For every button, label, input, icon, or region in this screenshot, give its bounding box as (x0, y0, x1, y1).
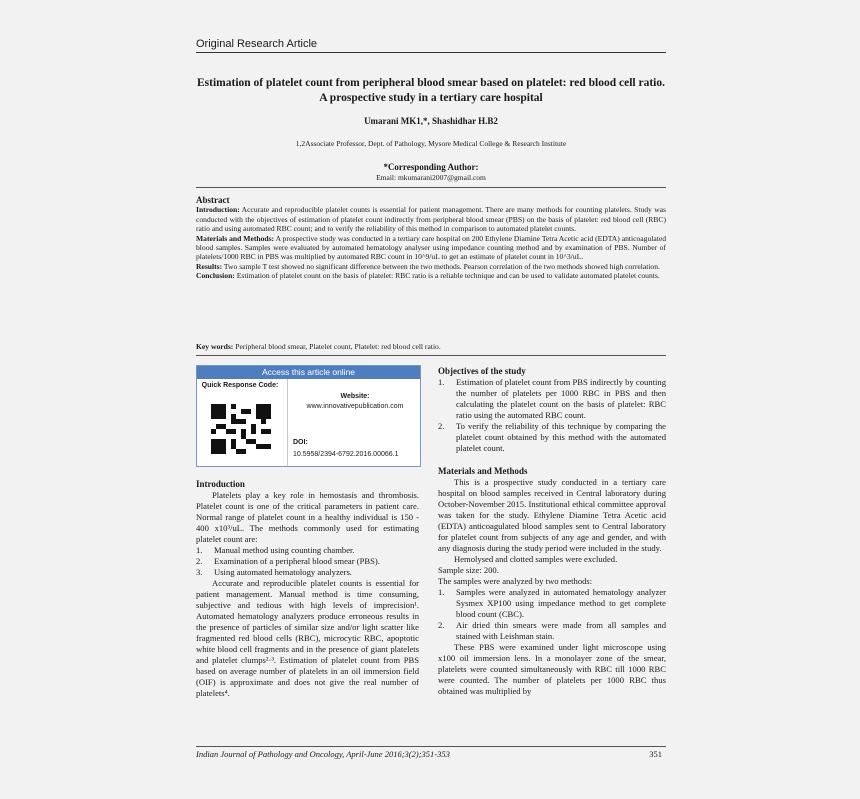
methods-paragraph: This is a prospective study conducted in a tertiary care hospital on blood samples received in Central laboratory during October-November 2015. Institutional ethical committee approval was taken for the study. Ethylene Diamine Tetra Acetic acid (EDTA) anticoagulated blood samples sent to Central laboratory for platelet count from subjects of any age and gender, and with any diagnosis during the study period were included in the study. (438, 477, 666, 553)
qr-code-icon (211, 404, 271, 454)
corresponding-email: Email: mkumarani2007@gmail.com (376, 173, 486, 182)
abstract-methods-text: A prospective study was conducted in a tertiary care hospital on 200 Ethylene Diamine Tetra Acetic acid (EDTA) anticoagulated blood samples. Samples were evaluated by automated hematology analyser using impedance counting method and by examination of PBS. Number of platelets/1000 RBC in PBS was multiplied by automated RBC count in 10^9/uL to get an estimate of platelet count in 10^3/uL. (196, 233, 666, 262)
abstract-methods (196, 234, 666, 262)
doi-label: DOI: (293, 439, 308, 446)
paper-affiliation: 1,2Associate Professor, Dept. of Pathology, Mysore Medical College & Research Institute (295, 139, 567, 148)
list-item: 2. To verify the reliability of this technique by comparing the platelet count obtained by this method with the automated platelet count. (438, 421, 666, 453)
article-page (192, 0, 670, 799)
introduction-heading: Introduction (196, 479, 245, 489)
platelet-methods-list (196, 545, 419, 578)
corresponding-author-label: *Corresponding Author: (383, 162, 479, 172)
abstract-results (196, 262, 666, 271)
abstract-results-text: Two sample T test showed no significant difference between the two methods. Pearson correlation of the two methods showed high correlation. (222, 261, 660, 271)
list-item: 1. Samples were analyzed in automated hematology analyzer Sysmex XP100 using impedance method to get complete blood count (CBC). (438, 587, 666, 619)
methods-paragraph: These PBS were examined under light microscope using x100 oil immersion lens. In a monolayer zone of the smear, platelets were counted simultaneously with RBC till 1000 RBC were counted. The number of platelets per 1000 RBC thus obtained was multiplied by (438, 642, 666, 696)
abstract-top-divider (196, 187, 666, 188)
keywords-label: Key words: (196, 342, 234, 351)
left-column (196, 479, 419, 699)
abstract-introduction (196, 205, 666, 233)
methods-heading: Materials and Methods (438, 466, 528, 476)
list-item: 2. Air dried thin smears were made from all samples and stained with Leishman stain. (438, 620, 666, 641)
paper-title: Estimation of platelet count from peripheral blood smear based on platelet: red blood cell ratio. A prospective study in a tertiary care hospital (197, 77, 665, 104)
abstract-conclusion-label: Conclusion: (196, 271, 235, 281)
objectives-heading: Objectives of the study (438, 366, 526, 376)
analysis-methods-list (438, 587, 666, 642)
list-item: 3. Using automated hematology analyzers. (196, 567, 352, 577)
page-footer (196, 749, 666, 759)
abstract-bottom-divider (196, 355, 666, 356)
objectives-list (438, 377, 666, 454)
website-label: Website: (340, 393, 370, 400)
abstract-conclusion-text: Estimation of platelet count on the basis of platelet: RBC ratio is a reliable technique and can be used to validate automated platelet counts. (234, 271, 660, 281)
methods-paragraph: Hemolysed and clotted samples were excluded. (454, 554, 618, 564)
introduction-paragraph: Platelets play a key role in hemostasis and thrombosis. Platelet count is one of the critical parameters in patient care. Normal range of platelet count in a healthy individual is 150 - 400 x10³/uL. The methods commonly used for estimating platelet count are: (196, 490, 419, 544)
qr-code-label: Quick Response Code: (201, 382, 279, 389)
footer-divider (196, 746, 666, 747)
list-item: 2. Examination of a peripheral blood smear (PBS). (196, 556, 380, 566)
abstract-heading: Abstract (196, 195, 230, 205)
header-divider (196, 52, 666, 53)
abstract-intro-label: Introduction: (196, 205, 240, 215)
access-online-box (196, 365, 421, 467)
page-number: 351 (649, 749, 662, 759)
access-box-heading: Access this article online (197, 366, 420, 379)
list-item: 1. Manual method using counting chamber. (196, 545, 355, 555)
abstract-methods-label: Materials and Methods: (196, 233, 275, 243)
website-link[interactable]: www.innovativepublication.com (306, 403, 404, 410)
article-type-label: Original Research Article (196, 38, 318, 50)
abstract-intro-text: Accurate and reproducible platelet counts is essential for patient management. There are many methods for counting platelets. Study was conducted with the objectives of estimation of platelet count indirectly from peripheral blood smear (PBS) on the basis of platelet: red blood cell (RBC) ratio and using automated RBC count; and to verify the reliability of this method in comparison to automated platelet counts. (196, 205, 666, 234)
abstract-conclusion (196, 271, 666, 280)
abstract (196, 196, 666, 281)
access-box-divider (287, 379, 288, 466)
abstract-results-label: Results: (196, 261, 223, 271)
right-column (438, 366, 666, 697)
keywords (196, 342, 666, 351)
doi-link[interactable]: 10.5958/2394-6792.2016.00066.1 (293, 451, 399, 458)
keywords-text: Peripheral blood smear, Platelet count, Platelet: red blood cell ratio. (233, 342, 441, 351)
paper-authors: Umarani MK1,*, Shashidhar H.B2 (364, 116, 498, 126)
sample-size: Sample size: 200. (438, 565, 499, 575)
introduction-paragraph: Accurate and reproducible platelet counts is essential for patient management. Manual method is time consuming, subjective and tedious with high levels of imprecision¹. Automated hematology analyzers produce erroneous results in the presence of particles of similar size and/or light scatter like fragmented red blood cells (RBC), microcytic RBC, apoptotic white blood cell fragments and in the presence of giant platelets and platelet clumps²·³. Estimation of platelet count from PBS based on average number of platelets in an oil immersion field (OIF) is approximate and does not give the real number of platelets⁴. (196, 578, 419, 698)
journal-citation: Indian Journal of Pathology and Oncology, April-June 2016;3(2);351-353 (196, 749, 450, 759)
list-item: 1. Estimation of platelet count from PBS indirectly by counting the number of platelets per 1000 RBC in PBS and then calculating the platelet count on the basis of platelet: RBC ratio using the automated RBC count. (438, 377, 666, 420)
methods-paragraph: The samples were analyzed by two methods: (438, 576, 593, 586)
